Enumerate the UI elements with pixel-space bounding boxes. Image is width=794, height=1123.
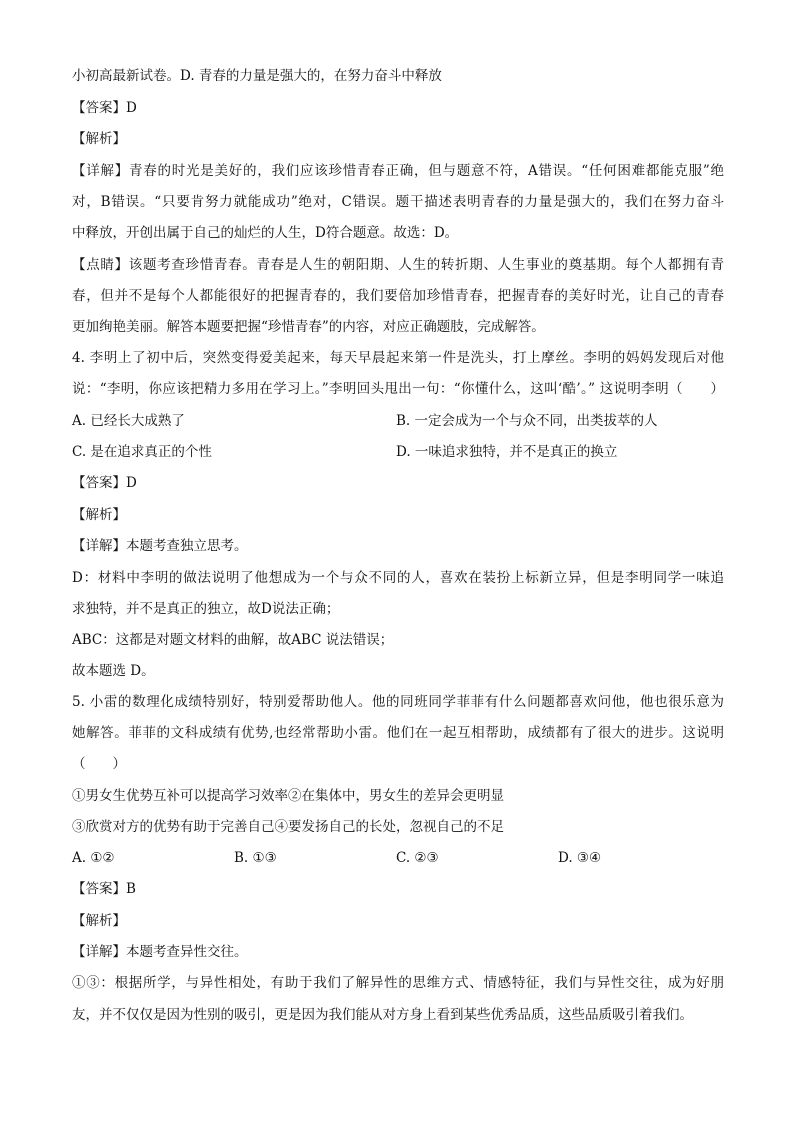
answer-label: 【答案】D xyxy=(72,100,137,116)
statement-line: ①男女生优势互补可以提高学习效率②在集体中，男女生的差异会更明显 xyxy=(72,788,504,804)
analysis-label: 【解析】 xyxy=(72,131,126,147)
text-line: 更加绚艳美丽。解答本题要把握“珍惜青春”的内容，对应正确题肢，完成解答。 xyxy=(72,319,545,335)
text-line: 小初高最新试卷。D. 青春的力量是强大的，在努力奋斗中释放 xyxy=(72,68,442,84)
text-line: 【详解】本题考查独立思考。 xyxy=(72,538,248,554)
text-line: ①③：根据所学，与异性相处，有助于我们了解异性的思维方式、情感特征，我们与异性交往，成为好朋 xyxy=(72,975,724,991)
option-b: B. ①③ xyxy=(234,850,277,866)
question-5-stem: 5. 小雷的数理化成绩特别好，特别爱帮助他人。他的同班同学菲菲有什么问题都喜欢问他，他也很乐意为 xyxy=(72,694,724,710)
text-line: ABC：这都是对题文材料的曲解，故ABC 说法错误； xyxy=(72,632,394,648)
option-c: C. ②③ xyxy=(396,850,439,866)
text-line: 春，但并不是每个人都能很好的把握青春的，我们要倍加珍惜青春，把握青春的美好时光，让自己的青春 xyxy=(72,288,724,304)
option-b: B. 一定会成为一个与众不同，出类拔萃的人 xyxy=(396,413,658,429)
question-4-stem: 说：“李明，你应该把精力多用在学习上。”李明回头甩出一句：“你懂什么，这叫‘酷’。” 这说明李明（ ） xyxy=(72,381,724,397)
option-a: A. 已经长大成熟了 xyxy=(72,413,185,429)
text-line: 对，B错误。“只要肯努力就能成功”绝对，C错误。题干描述表明青春的力量是强大的，我们在努力奋斗 xyxy=(72,194,724,210)
text-line: 【详解】青春的时光是美好的，我们应该珍惜青春正确，但与题意不符，A错误。“任何困难都能克服”绝 xyxy=(72,163,724,179)
analysis-label: 【解析】 xyxy=(72,913,126,929)
question-5-stem: 她解答。菲菲的文科成绩有优势,也经常帮助小雷。他们在一起互相帮助，成绩都有了很大的进步。这说明 xyxy=(72,725,724,741)
text-line: D：材料中李明的做法说明了他想成为一个与众不同的人，喜欢在装扮上标新立异，但是李明同学一味追 xyxy=(72,570,724,586)
option-c: C. 是在追求真正的个性 xyxy=(72,444,212,460)
option-d: D. 一味追求独特，并不是真正的换立 xyxy=(396,444,618,460)
text-line: 故本题选 D。 xyxy=(72,663,155,679)
question-5-stem: （ ） xyxy=(72,756,126,772)
text-line: 求独特，并不是真正的独立，故D说法正确； xyxy=(72,601,340,617)
text-line: 友，并不仅仅是因为性别的吸引，更是因为我们能从对方身上看到某些优秀品质，这些品质吸引着我们。 xyxy=(72,1007,693,1023)
answer-label: 【答案】D xyxy=(72,475,137,491)
text-line: 【点睛】该题考查珍惜青春。青春是人生的朝阳期、人生的转折期、人生事业的奠基期。每个人都拥有青 xyxy=(72,257,724,273)
statement-line: ③欣赏对方的优势有助于完善自己④要发扬自己的长处，忽视自己的不足 xyxy=(72,819,504,835)
analysis-label: 【解析】 xyxy=(72,507,126,523)
answer-label: 【答案】B xyxy=(72,881,136,897)
option-d: D. ③④ xyxy=(558,850,602,866)
option-a: A. ①② xyxy=(72,850,115,866)
text-line: 【详解】本题考查异性交往。 xyxy=(72,944,248,960)
text-line: 中释放，开创出属于自己的灿烂的人生，D符合题意。故选：D。 xyxy=(72,225,459,241)
question-4-stem: 4. 李明上了初中后，突然变得爱美起来，每天早晨起来第一件是洗头，打上摩丝。李明的妈妈发现后对他 xyxy=(72,350,724,366)
